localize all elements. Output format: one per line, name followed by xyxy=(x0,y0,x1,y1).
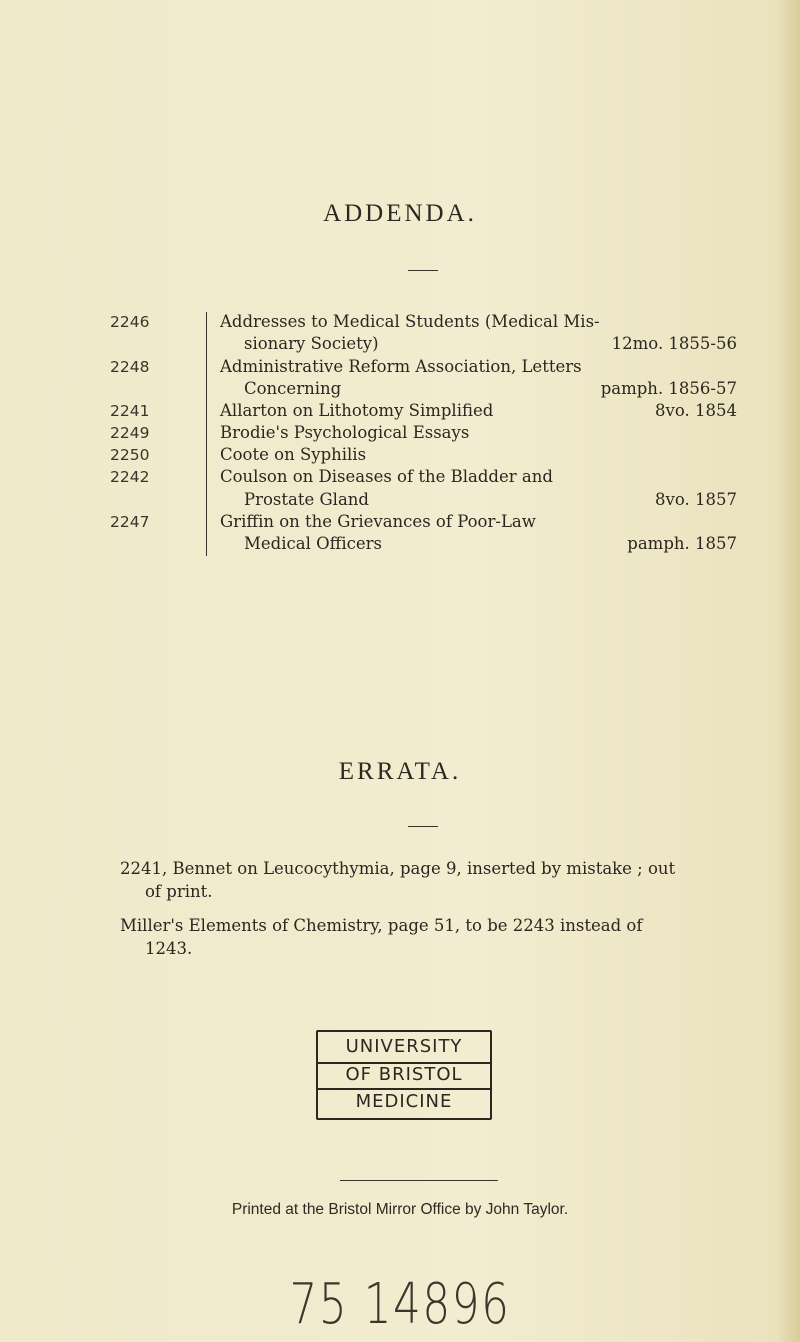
entry-text: Administrative Reform Association, Letters xyxy=(220,357,582,376)
errata-rule xyxy=(408,826,438,827)
entry-number: 2248 xyxy=(110,358,150,376)
entry-number: 2247 xyxy=(110,513,150,531)
errata-line-continued: of print. xyxy=(145,882,213,901)
entry-format-date: pamph. 1856-57 xyxy=(600,379,737,398)
accession-number: 75 14896 xyxy=(289,1272,511,1337)
list-item xyxy=(100,421,780,445)
printer-imprint: Printed at the Bristol Mirror Office by John Taylor. xyxy=(231,1201,569,1218)
errata-line: Miller's Elements of Chemistry, page 51, to be 2243 instead of xyxy=(120,916,643,935)
entry-text: Griffin on the Grievances of Poor-Law xyxy=(220,512,536,531)
entry-number: 2241 xyxy=(110,402,150,420)
library-stamp xyxy=(308,1022,496,1122)
list-item xyxy=(100,465,780,489)
entry-text: Allarton on Lithotomy Simplified xyxy=(220,401,494,420)
stamp-medicine: MEDICINE xyxy=(355,1091,453,1112)
stamp-frame xyxy=(316,1030,492,1120)
entry-format-date: pamph. 1857 xyxy=(627,534,737,553)
entry-text: Brodie's Psychological Essays xyxy=(220,423,470,442)
list-item xyxy=(100,532,780,556)
entry-format-date: 8vo. 1857 xyxy=(655,490,737,509)
entry-number: 2250 xyxy=(110,446,150,464)
title-rule xyxy=(408,270,438,271)
stamp-university: UNIVERSITY xyxy=(345,1036,463,1057)
entry-text: Medical Officers xyxy=(244,534,382,553)
entry-text: sionary Society) xyxy=(244,334,379,353)
list-item xyxy=(100,310,780,334)
list-item xyxy=(100,332,780,356)
errata-line: 2241, Bennet on Leucocythymia, page 9, inserted by mistake ; out xyxy=(120,859,676,878)
entry-text: Coote on Syphilis xyxy=(220,445,367,464)
entry-format-date: 12mo. 1855-56 xyxy=(611,334,737,353)
errata-item xyxy=(120,914,740,960)
entry-text: Coulson on Diseases of the Bladder and xyxy=(220,467,553,486)
addenda-title: ADDENDA. xyxy=(323,200,477,227)
stamp-divider xyxy=(318,1088,490,1090)
list-item xyxy=(100,377,780,401)
entry-number: 2242 xyxy=(110,468,150,486)
stamp-bristol: OF BRISTOL xyxy=(345,1064,463,1085)
list-item xyxy=(100,355,780,379)
entry-number: 2246 xyxy=(110,313,150,331)
entry-text: Concerning xyxy=(244,379,342,398)
errata-item xyxy=(120,857,740,903)
list-item xyxy=(100,399,780,423)
entry-number: 2249 xyxy=(110,424,150,442)
entry-text: Addresses to Medical Students (Medical Mis- xyxy=(220,312,600,331)
entry-text: Prostate Gland xyxy=(244,490,369,509)
list-item xyxy=(100,443,780,467)
list-item xyxy=(100,488,780,512)
addenda-list xyxy=(100,310,780,558)
errata-line-continued: 1243. xyxy=(145,939,193,958)
errata-title: ERRATA. xyxy=(338,758,462,785)
list-item xyxy=(100,510,780,534)
imprint-rule xyxy=(340,1180,498,1181)
entry-format-date: 8vo. 1854 xyxy=(655,401,737,420)
